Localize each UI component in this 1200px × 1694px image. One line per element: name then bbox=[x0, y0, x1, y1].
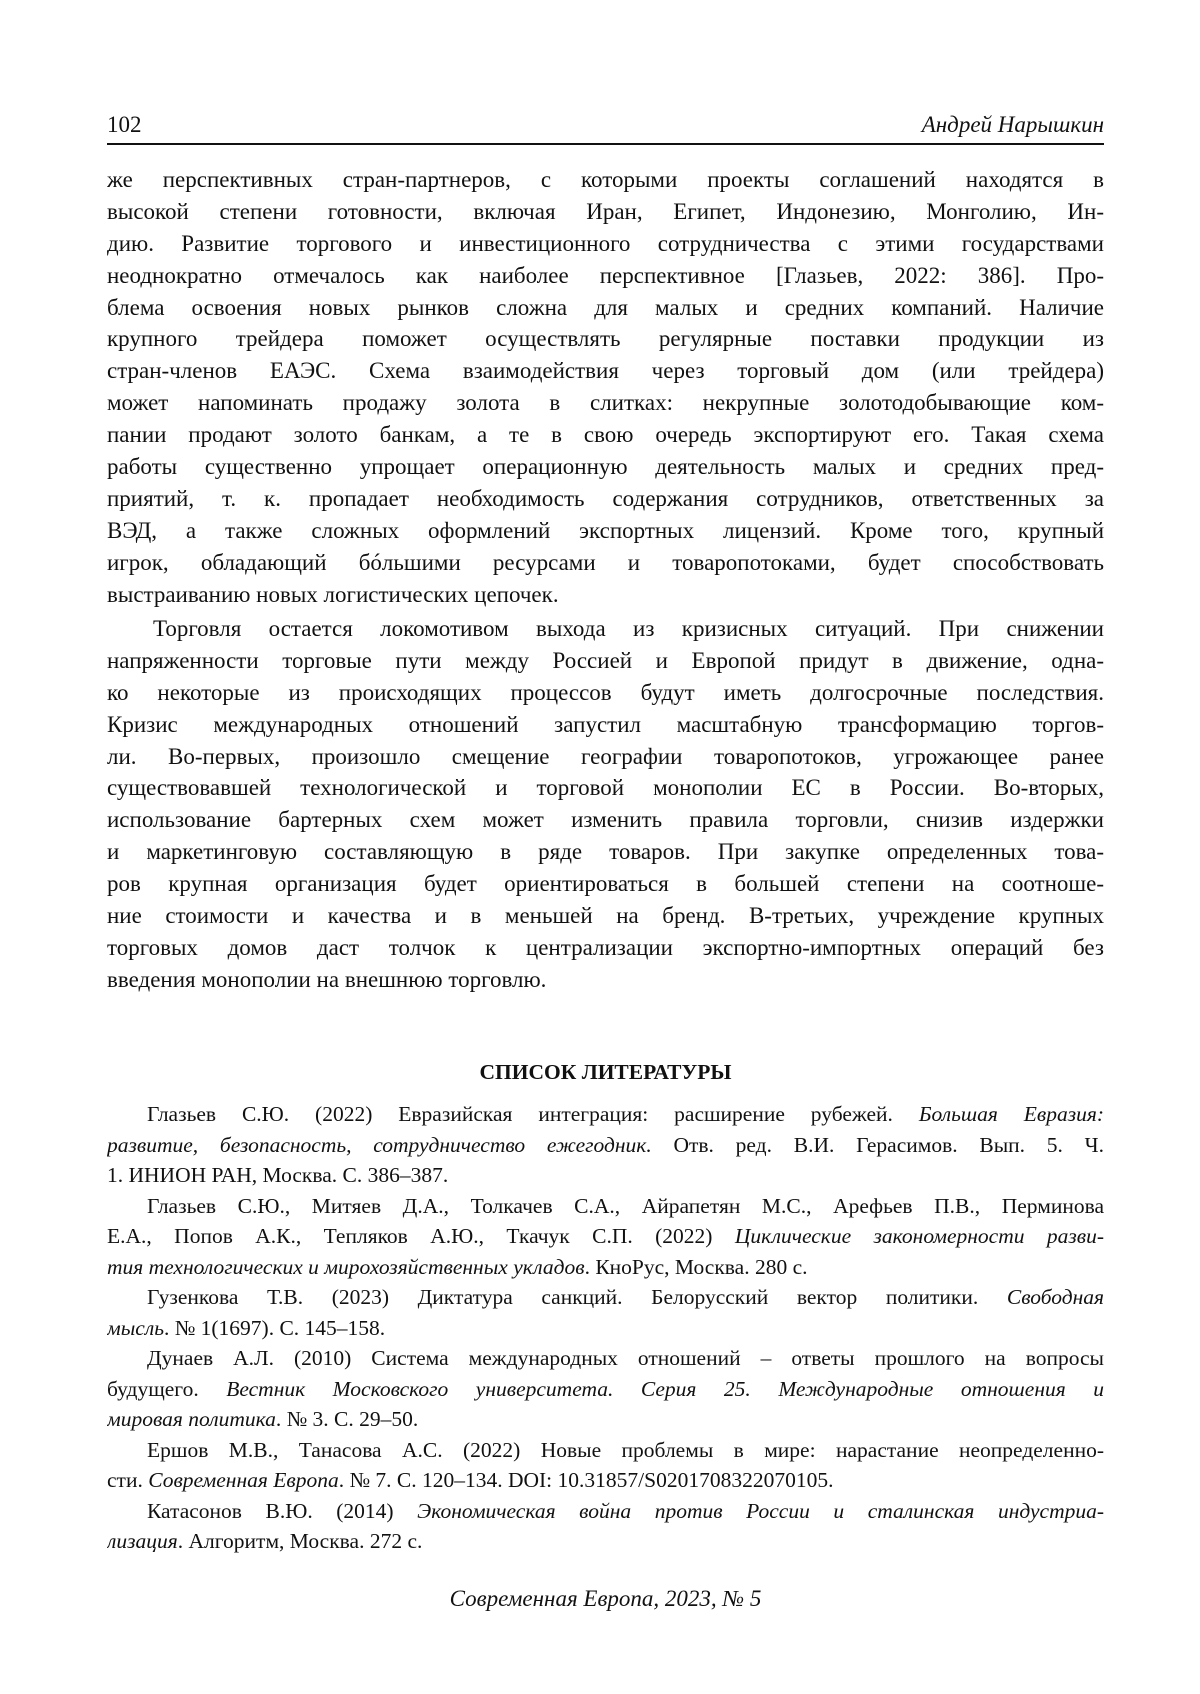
reference-text: Дунаев А.Л. (2010) Система международных отношений – ответы прошлого на вопросы bbox=[147, 1346, 1104, 1370]
body-paragraph-1 bbox=[107, 164, 1104, 610]
text-line: Торговля остается локомотивом выхода из кризисных ситуаций. При снижении bbox=[153, 616, 1104, 641]
text-line: приятий, т. к. пропадает необходимость содержания сотрудников, ответственных за bbox=[107, 485, 1104, 511]
reference-text: будущего. bbox=[107, 1376, 227, 1401]
reference-text: сти. bbox=[107, 1468, 149, 1492]
running-header-author: Андрей Нарышкин bbox=[921, 112, 1104, 137]
reference-text: Ершов М.В., Танасова А.С. (2022) Новые проблемы в мире: нарастание неопределенно- bbox=[147, 1437, 1104, 1462]
reference-italic-text: мировая политика bbox=[107, 1407, 276, 1431]
text-line: использование бартерных схем может изменить правила торговли, снизив издержки bbox=[107, 807, 1104, 833]
page-number: 102 bbox=[107, 112, 142, 137]
header-rule bbox=[107, 143, 1104, 145]
reference-text: Е.А., Попов А.К., Тепляков А.Ю., Ткачук С.П. (2022) bbox=[107, 1224, 735, 1248]
reference-text: . КноРус, Москва. 280 с. bbox=[584, 1254, 808, 1279]
journal-footer: Современная Европа, 2023, № 5 bbox=[449, 1586, 762, 1611]
reference-item bbox=[107, 1191, 1104, 1283]
text-line: выстраиванию новых логистических цепочек. bbox=[107, 581, 559, 607]
references-list bbox=[107, 1099, 1104, 1557]
reference-text: . № 7. С. 120–134. DOI: 10.31857/S0201708322070105. bbox=[338, 1468, 834, 1492]
text-line: крупного трейдера поможет осуществлять регулярные поставки продукции из bbox=[107, 326, 1104, 352]
reference-item bbox=[107, 1099, 1104, 1191]
reference-line bbox=[107, 1282, 1104, 1313]
text-line: же перспективных стран-партнеров, с которыми проекты соглашений находятся в bbox=[107, 167, 1104, 192]
text-line: дию. Развитие торгового и инвестиционного сотрудничества с этими государствами bbox=[107, 230, 1104, 256]
reference-line bbox=[107, 1496, 1104, 1527]
reference-italic-text: Вестник Московского университета. Серия 25. Международные отношения и bbox=[226, 1376, 1104, 1401]
text-line: неоднократно отмечалось как наиболее перспективное [Глазьев, 2022: 386]. Про- bbox=[107, 262, 1104, 288]
running-header bbox=[107, 112, 1104, 142]
reference-line bbox=[107, 1130, 1104, 1161]
reference-item bbox=[107, 1343, 1104, 1435]
reference-line bbox=[107, 1221, 1104, 1252]
reference-text: . Алгоритм, Москва. 272 с. bbox=[177, 1529, 423, 1553]
text-line: ров крупная организация будет ориентироваться в большей степени на соотноше- bbox=[107, 871, 1104, 897]
reference-line bbox=[107, 1404, 1104, 1435]
reference-line bbox=[107, 1343, 1104, 1374]
reference-line bbox=[107, 1313, 1104, 1344]
reference-italic-text: Экономическая война против России и сталинская индустриа- bbox=[417, 1498, 1104, 1523]
references-heading: СПИСОК ЛИТЕРАТУРЫ bbox=[479, 1060, 732, 1084]
reference-text: 1. ИНИОН РАН, Москва. С. 386–387. bbox=[107, 1163, 449, 1187]
reference-line bbox=[107, 1465, 1104, 1496]
reference-line bbox=[107, 1099, 1104, 1130]
reference-italic-text: Большая Евразия: bbox=[918, 1102, 1104, 1126]
reference-text: . № 1(1697). С. 145–158. bbox=[163, 1315, 386, 1340]
reference-line bbox=[107, 1435, 1104, 1466]
reference-italic-text: мысль bbox=[107, 1315, 164, 1340]
text-line: торговых домов даст толчок к централизации экспортно-импортных операций без bbox=[107, 934, 1104, 960]
reference-text: Отв. ред. В.И. Герасимов. Вып. 5. Ч. bbox=[651, 1132, 1104, 1157]
reference-line bbox=[107, 1252, 1104, 1283]
text-line: высокой степени готовности, включая Иран, Египет, Индонезию, Монголию, Ин- bbox=[107, 198, 1104, 224]
text-line: и маркетинговую составляющую в ряде товаров. При закупке определенных това- bbox=[107, 839, 1104, 865]
reference-line bbox=[107, 1526, 1104, 1557]
reference-line bbox=[107, 1160, 1104, 1191]
reference-italic-text: лизация bbox=[107, 1529, 178, 1553]
reference-italic-text: Современная Европа bbox=[148, 1468, 339, 1492]
reference-text: Катасонов В.Ю. (2014) bbox=[147, 1498, 418, 1523]
text-line: введения монополии на внешнюю торговлю. bbox=[107, 966, 547, 992]
text-line: ние стоимости и качества и в меньшей на бренд. В-третьих, учреждение крупных bbox=[107, 903, 1104, 929]
reference-text: Глазьев С.Ю. (2022) Евразийская интеграция: расширение рубежей. bbox=[147, 1102, 919, 1126]
text-line: существовавшей технологической и торговой монополии ЕС в России. Во-вторых, bbox=[107, 775, 1104, 801]
text-line: ВЭД, а также сложных оформлений экспортных лицензий. Кроме того, крупный bbox=[107, 517, 1104, 543]
reference-italic-text: Свободная bbox=[1006, 1285, 1104, 1309]
text-line: пании продают золото банкам, а те в свою очередь экспортируют его. Такая схема bbox=[107, 422, 1104, 448]
text-line: Кризис международных отношений запустил масштабную трансформацию торгов- bbox=[107, 711, 1104, 737]
reference-italic-text: развитие, безопасность, сотрудничество ежегодник. bbox=[107, 1132, 652, 1157]
text-line: напряженности торговые пути между Россией и Европой придут в движение, одна- bbox=[107, 647, 1104, 673]
text-line: может напоминать продажу золота в слитках: некрупные золотодобывающие ком- bbox=[107, 390, 1104, 416]
reference-item bbox=[107, 1435, 1104, 1496]
reference-item bbox=[107, 1282, 1104, 1343]
text-line: ли. Во-первых, произошло смещение географии товаропотоков, угрожающее ранее bbox=[107, 743, 1104, 769]
reference-item bbox=[107, 1496, 1104, 1557]
text-line: работы существенно упрощает операционную деятельность малых и средних пред- bbox=[107, 454, 1104, 480]
text-line: блема освоения новых рынков сложна для малых и средних компаний. Наличие bbox=[107, 294, 1104, 320]
reference-line bbox=[107, 1374, 1104, 1405]
text-line: игрок, обладающий бóльшими ресурсами и товаропотоками, будет способствовать bbox=[107, 549, 1104, 575]
reference-line bbox=[107, 1191, 1104, 1222]
text-line: стран-членов ЕАЭС. Схема взаимодействия через торговый дом (или трейдера) bbox=[107, 358, 1104, 384]
reference-text: Глазьев С.Ю., Митяев Д.А., Толкачев С.А., Айрапетян М.С., Арефьев П.В., Перминова bbox=[147, 1193, 1104, 1218]
body-paragraph-2 bbox=[107, 613, 1104, 996]
reference-italic-text: Циклические закономерности разви- bbox=[734, 1224, 1104, 1248]
reference-italic-text: тия технологических и мирохозяйственных укладов bbox=[107, 1254, 585, 1279]
text-line: ко некоторые из происходящих процессов будут иметь долгосрочные последствия. bbox=[107, 679, 1104, 705]
reference-text: Гузенкова Т.В. (2023) Диктатура санкций. Белорусский вектор политики. bbox=[147, 1285, 1007, 1309]
reference-text: . № 3. С. 29–50. bbox=[275, 1407, 419, 1431]
